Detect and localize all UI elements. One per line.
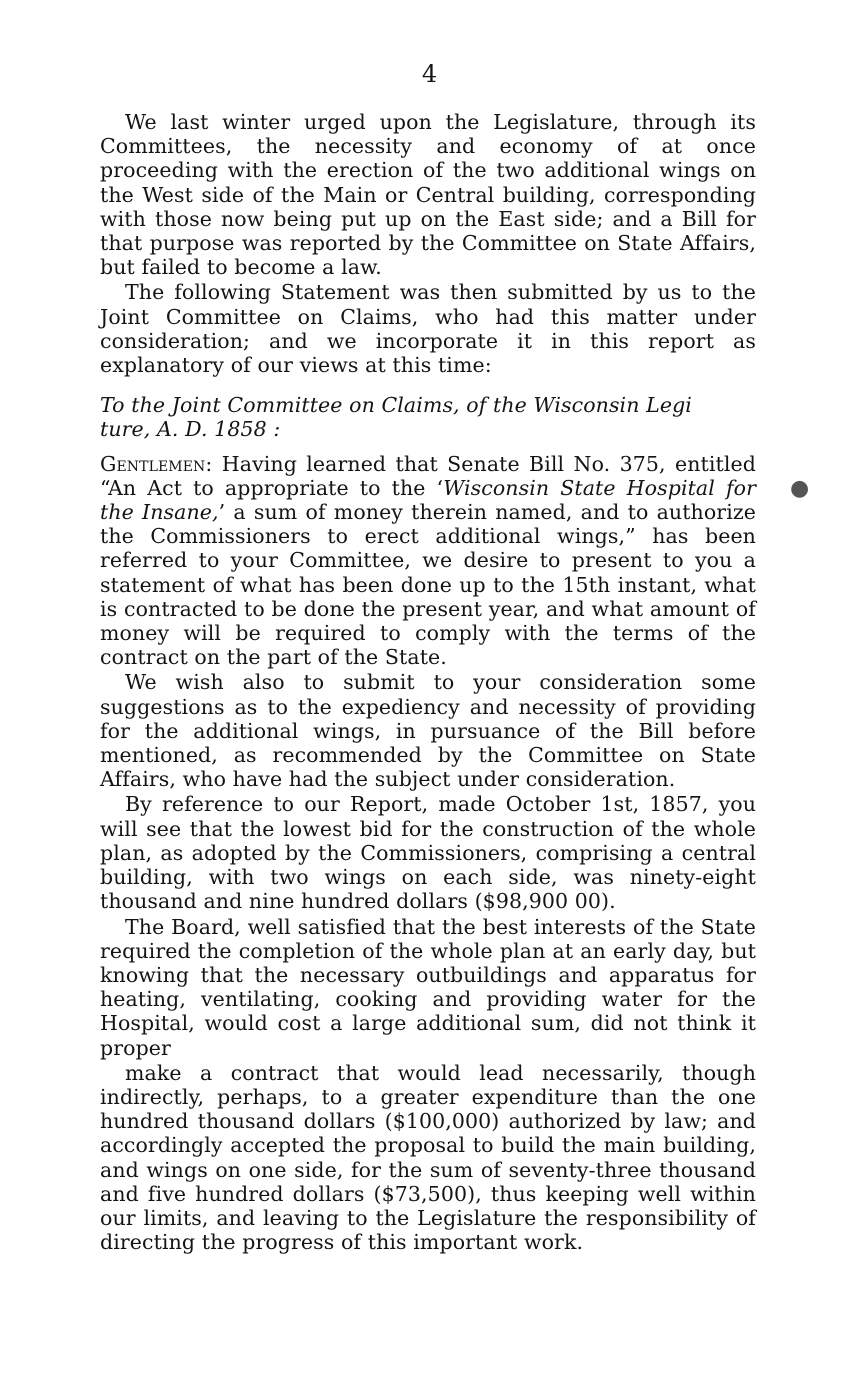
hospital-name: Wisconsin State Hospital for the Insane, [100, 475, 757, 525]
paragraph-statement-intro: The following Statement was then submitted by us to the Joint Committee on Claims, who had this matter under consideration; and we incorporate it in this report as explanatory of our views at this time: [100, 280, 756, 378]
paragraph-gentlemen-text-a: Having learned that Senate Bill No. 375, entitled “An Act to appropriate to the ‘ [100, 451, 756, 500]
document-body [100, 110, 756, 1255]
address-line-1: To the Joint Committee on Claims, of the Wisconsin Legi [100, 393, 692, 418]
letter-address [100, 393, 756, 441]
paragraph-suggestions: We wish also to submit to your consideration some suggestions as to the expediency and necessity of providing for the additional wings, in pursuance of the Bill before mentioned, as recommended by the Committee on State Affairs, who have had the subject under consideration. [100, 670, 756, 792]
page-number: 4 [421, 60, 438, 88]
paragraph-gentlemen [100, 452, 756, 670]
address-line-2: ture, A. D. 1858 : [100, 417, 281, 442]
paragraph-legislature-request: We last winter urged upon the Legislature, through its Committees, the necessity and economy of at once proceeding with the erection of the two additional wings on the West side of the Main or Central building, corresponding with those now being put up on the East side; and a Bill for that purpose was reported by the Committee on State Affairs, but failed to become a law. [100, 110, 756, 280]
paragraph-report-reference: By reference to our Report, made October 1st, 1857, you will see that the lowest bid for the construction of the whole plan, as adopted by the Commissioners, comprising a central building, with two wings on each side, was ninety-eight thousand and nine hundred dollars ($98,900 00). [100, 792, 756, 914]
salutation: Gentlemen: [100, 451, 213, 476]
paragraph-contract: make a contract that would lead necessarily, though indirectly, perhaps, to a greater expenditure than the one hundred thousand dollars ($100,000) authorized by law; and accordingly accepted the proposal to build the main building, and wings on one side, for the sum of seventy-three thousand and five hundred dollars ($73,500), thus keeping well within our limits, and leaving to the Legislature the responsibility of directing the progress of this important work. [100, 1060, 756, 1255]
paragraph-gentlemen-text-b: ’ a sum of money therein named, and to authorize the Commissioners to erect additional wings,” has been referred to your Committee, we desire to present to you a statement of what has been done up to the 15th instant, what is contracted to be done the present year, and what amount of money will be required to comply with the terms of the contract on the part of the State. [100, 500, 756, 670]
ink-blot-mark: ● [790, 476, 810, 501]
paragraph-board-decision: The Board, well satisfied that the best interests of the State required the completion of the whole plan at an early day, but knowing that the necessary outbuildings and apparatus for heating, ventilating, cooking and providing water for the Hospital, would cost a large additional sum, did not think it proper [100, 914, 756, 1060]
